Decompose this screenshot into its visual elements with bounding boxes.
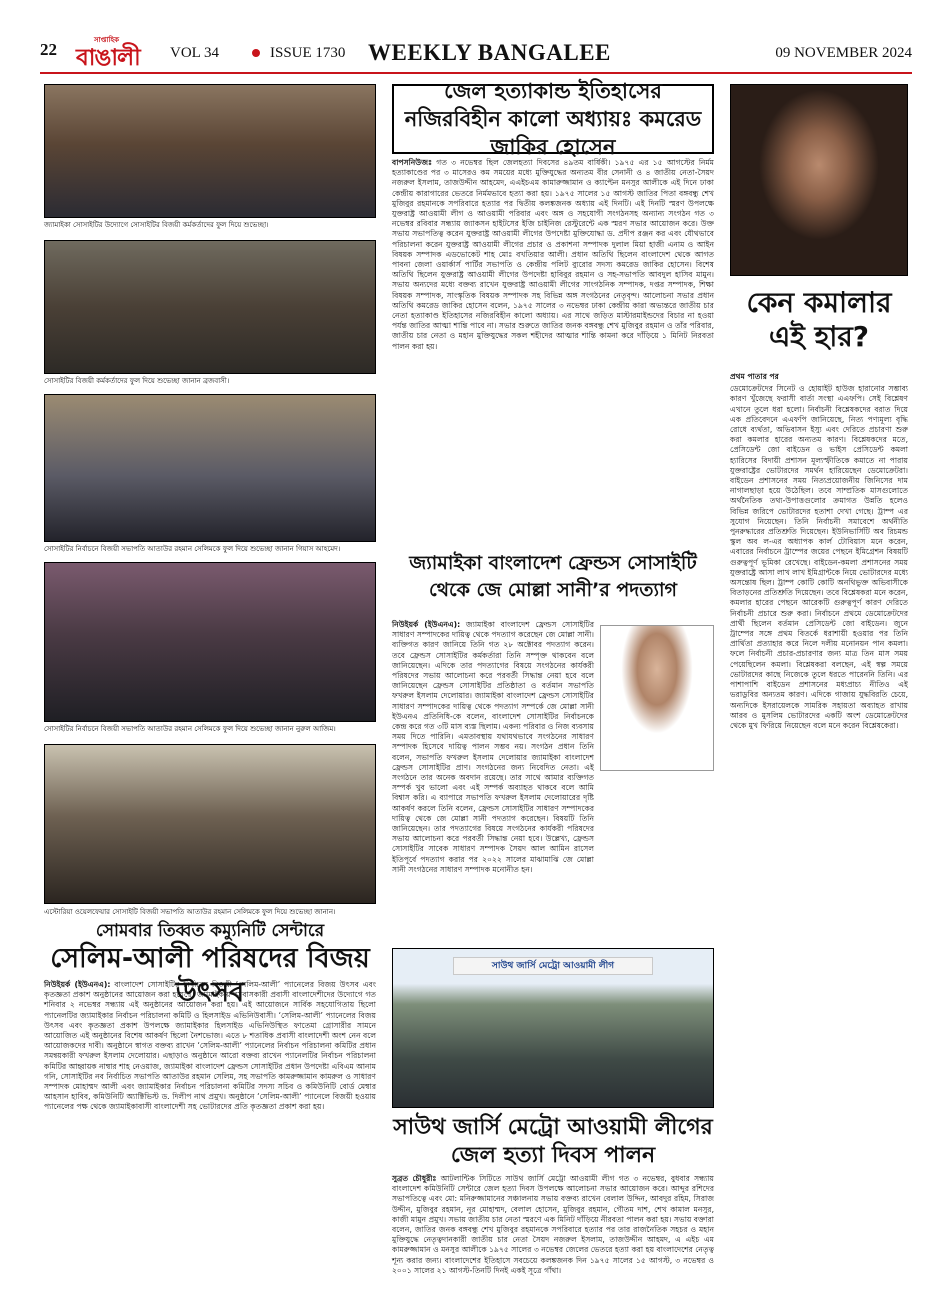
issue-date: 09 NOVEMBER 2024 [775,45,912,61]
logo-text: বাঙালী [76,45,140,71]
photo-group-3 [44,394,376,542]
story2-text: জ্যামাইকা বাংলাদেশ ফ্রেন্ডস সোসাইটির সাধারণ সম্পাদকের দায়িত্ব থেকে পদত্যাগ করেছেন জে মোল্লা সানী। ব্যক্তিগত কারণ জানিয়ে তিনি গত ২৮ অক্টোবর পদত্যাগ করেন। তবে ফ্রেন্ডস সোসাইটির কর্মকর্তারা তিনি সম্পৃক্ত থাকবেন বলে জানিয়েছেন। এদিকে তার পদত্যাগের বিষয়ে সংগঠনের কার্যকরী পরিষদের সভায় আলোচনা করে পরবর্তী সিদ্ধান্ত নেয়া হবে বলে জানিয়েছেন ফ্রেন্ডস সোসাইটির প্রতিষ্ঠাতা ও বর্তমান সভাপতি ফখরুল ইসলাম দেলোয়ার। জ্যামাইকা বাংলাদেশ ফ্রেন্ডস সোসাইটির সাধারণ সম্পাদকের দায়িত্ব থেকে পদত্যাগ সম্পর্কে জে মোল্লা সানী ইউএনএ প্রতিনিধি-কে বলেন, বাংলাদেশ সোসাইটির নির্বাচনকে কেন্দ্র করে গত ৩টি মাস ব্যস্ত ছিলাম। একন্য পরিবার ও নিজ ব্যবসায় সময় দিতে পারিনি। এমতাবস্থায় যথাযথভাবে সংগঠনের সাধারণ সম্পাদক হিসেবে দায়িত্ব পালন সম্ভব নয়। সংগঠন প্রধান তিনি বলেন, সভাপতি ফখরুল ইসলাম দেলোয়ার জ্যামাইকা বাংলাদেশ ফ্রেন্ডস সোসাইটির প্রাণ। সংগঠনের জন্য নিবেদিত নেতা। এই সংগঠনে তার অনেক অবদান রয়েছে। তার সাথে আমার ব্যক্তিগত সম্পর্ক খুব ভালো এবং এই সম্পর্ক অব্যাহত থাকবে বলে আমি বিশ্বাস করি। এ ব্যাপারে সভাপতি ফখরুল ইসলাম দেলোয়ারের দৃষ্টি আকর্ষণ করলে তিনি বলেন, ফ্রেন্ডস সোসাইটির সাধারণ সম্পাদকের দায়িত্ব থেকে জে মোল্লা সানী পদত্যাগ করেছেন। বিষয়টি তিনি জানিয়েছেন। তার পদত্যাগের বিষয়ে সংগঠনের কার্যকরী পরিষদের সভায় আলোচনা করে পরবর্তী সিদ্ধান্ত নেয়া হবে। উল্লেখ্য, ফ্রেন্ডস সোসাইটির সাবেক সাধারণ সম্পাদক সৈয়দ আল আমিন রাসেল ইতিপূর্বে পদত্যাগ করার পর ২০২২ সালের মাঝামাঝি জে মোল্লা সানী সংগঠনের সাধারণ সম্পাদক মনোনীত হন। [392,620,594,874]
right-headline: কেন কমালার এই হার? [746,286,892,353]
story3-body [392,1174,715,1275]
volume-label: VOL 34 [170,45,220,61]
story1-headline-box [392,79,714,159]
separator-dot [252,49,260,57]
photo-caption-1: জ্যামাইকা সোসাইটির উদ্যোগে সোসাইটির বিজয়ী কর্মকর্তাদের ফুল দিয়ে শুভেচ্ছা। [44,221,269,229]
photo-group-2 [44,240,376,374]
issue-label: ISSUE 1730 [270,45,346,61]
logo-tagline: সাপ্তাহিক [94,36,120,44]
photo-caption-4: সোসাইটির নির্বাচনে বিজয়ী সভাপতি আতাউর রহমান সেলিমকে ফুল দিয়ে শুভেচ্ছা জানান নুরুল আজিম। [44,725,336,733]
masthead-logo [76,34,176,71]
story2-body-cont [392,772,714,942]
story1-headline: জেল হত্যাকান্ড ইতিহাসের নজিরবিহীন কালো অধ্যায়ঃ কমরেড জাকির হোসেন [404,79,702,159]
photo-group-1 [44,84,376,218]
right-body [730,372,908,1212]
photo-caption-5: এস্টোরিয়া ওয়েলফেয়ার সোসাইটি বিজয়ী সভাপতি আতাউর রহমান সেলিমকে ফুল দিয়ে শুভেচ্ছা জানান। [44,908,336,916]
story1-text: গত ৩ নভেম্বর ছিল জেলহত্যা দিবসের ৪৯তম বার্ষিকী। ১৯৭৫ এর ১৫ আগস্টের নির্মম হত্যাকাণ্ডের পর ৩ মাসেরও কম সময়ের মধ্যে মুক্তিযুদ্ধের অন্যতম বীর সেনানী ও ৪ জাতীয় নেতা-সৈয়দ নজরুল ইসলাম, তাজউদ্দীন আহমেদ, এএইচএম কামারুজ্জামান ও ক্যাপ্টেন মনসুর আলীকে এই দিনে ঢাকা কেন্দ্রীয় কারাগারের ভেতরে নির্মমভাবে হত্যা করা হয়। ১৯৭৫ সালের ১৫ আগস্ট জাতির পিতা বঙ্গবন্ধু শেখ মুজিবুর রহমানকে সপরিবারে হত্যার পর দ্বিতীয় কলঙ্কজনক অধ্যায় এই দিনটি। এই দিনটি স্মরণ উপলক্ষে যুক্তরাষ্ট্র আওয়ামী লীগ ও আওয়ামী পরিবার এবং অঙ্গ ও সহযোগী সংগঠনসহ অন্যান্য সংগঠন গত ৩ নভেম্বর রবিবার সন্ধ্যায় জ্যাকসন হাইটসের ইজি চাইনিজ রেস্টুরেন্টে এক স্মরণ সভার আয়োজন করে। উক্ত সভায় সভাপতিত্ব করেন যুক্তরাষ্ট্র আওয়ামী লীগের উপদেষ্টা মুক্তিযোদ্ধা ড. প্রদীপ রঞ্জন কর এবং যৌথভাবে পরিচালনা করেন যুক্তরাষ্ট্র আওয়ামী লীগের প্রচার ও প্রকাশনা সম্পাদক দুলাল মিয়া হাজী এনাম ও আইন বিষয়ক সম্পাদক এডভোকেট শাহ মোঃ বখতিয়ার আলী। প্রধান অতিথি ছিলেন বাংলাদেশ থেকে আগত পাবনা জেলা ওয়ার্কার্স পার্টির সভাপতি ও কেন্দ্রীয় পলিট ব্যুরোর সদস্য কমরেড জাকির হোসেন। বিশেষ অতিথি ছিলেন যুক্তরাষ্ট্র আওয়ামী লীগের উপদেষ্টা হাবিবুর রহমান ও সহ-সভাপতি আবদুল হাসিব মামুন। সভায় অন্যদের মধ্যে বক্তব্য রাখেন যুক্তরাষ্ট্র আওয়ামী লীগের সাংগঠনিক সম্পাদক, দপ্তর সম্পাদক, শিক্ষা বিষয়ক সম্পাদক, সাংস্কৃতিক বিষয়ক সম্পাদক সহ বিভিন্ন অঙ্গ সংগঠনের নেতৃবৃন্দ। আলোচনা সভার প্রধান অতিথি কমরেড জাকির হোসেন বলেন, ১৯৭৫ সালের ৩ নভেম্বর ঢাকা কেন্দ্রীয় কারা অভ্যন্তরে জাতীয় চার নেতা হত্যাকাণ্ড ইতিহাসের নজিরবিহীন কালো অধ্যায়। এর সাথে জড়িত মাস্টারমাইন্ডদের বিচার না হওয়া পর্যন্ত জাতির আত্মা শান্তি পাবে না। সভার শুরুতে জাতির জনক বঙ্গবন্ধু শেখ মুজিবুর রহমান ও তাঁর পরিবার, জাতীয় চার নেতা ও মহান মুক্তিযুদ্ধের সকল শহীদের আত্মার শান্তি কামনা করে দাঁড়িয়ে ১ মিনিট নিরবতা পালন করা হয়। [392,158,714,351]
right-text: ডেমোক্রেটদের সিনেট ও হোয়াইট হাউজ হারানোর সম্ভাব্য কারণ খুঁজেছে ফরাসী বার্তা সংস্থা এএফপি। সেই বিশ্লেষণ এখানে তুলে ধরা হলো। নির্বাচনী বিশ্লেষকদের বরাত দিয়ে এক প্রতিবেদনে এএফপি জানিয়েছে, নিত্য পণ্যমূল্য বৃদ্ধি রোধে ব্যর্থতা, অভিবাসন ইস্যু এবং দেরিতে প্রচারণা শুরু করা কমলার হারের অন্যতম কারণ। বিশ্লেষকদের মতে, প্রেসিডেন্ট জো বাইডেন ও ভাইস প্রেসিডেন্ট কমলা হ্যারিসের বিদায়ী প্রশাসন মূল্যস্ফীতিকে কমাতে না পারায় যুক্তরাষ্ট্রের ভোটারদের সমর্থন হারিয়েছেন ডেমোক্রেটরা। বাইডেন প্রশাসনের সময় নিত্যপ্রয়োজনীয় জিনিসের দাম নাগালছাড়া হয়ে উঠেছিল। তবে সাম্প্রতিক মাসগুলোতে অর্থনৈতিক তথ্য-উপাত্তগুলোর ক্রমাগত উন্নতি হলেও বিভিন্ন জরিপে ভোটারদের হতাশা দেখা গেছে। ট্রাম্প এর সুযোগ নিয়েছেন। তিনি নির্বাচনী সমাবেশে অর্থনীতি পুনরুদ্ধারের প্রতিশ্রুতি দিয়েছেন। ইউনিভার্সিটি অব রিচমন্ড স্কুল অব ল-এর অধ্যাপক কার্ল টোবিয়াস মনে করেন, এবারের নির্বাচনে ট্রাম্পের জয়ের পেছনে ইমিগ্রেশন বিষয়টি গুরুত্বপূর্ণ ভূমিকা রেখেছে। বাইডেন-কমলা প্রশাসনের সময় যুক্তরাষ্ট্রে আসা লাখ লাখ ইমিগ্রান্টকে নিয়ে ভোটারদের মধ্যে অসন্তোষ ছিল। ট্রাম্প কোটি কোটি অনথিভুক্ত অভিবাসীকে বিতাড়নের প্রতিশ্রুতি দিয়েছেন। তবে বিশ্লেষকরা মনে করেন, কমলার হারের পেছনে আরেকটি গুরুত্বপূর্ণ কারণ দেরিতে নির্বাচনী প্রচারে শুরু করা। নির্বাচনে প্রথমে ডেমোক্রেটদের প্রার্থী ছিলেন বর্তমান প্রেসিডেন্ট জো বাইডেন। জুনে ট্রাম্পের সঙ্গে প্রথম বিতর্কে ধরাশায়ী হওয়ার পর তিনি প্রার্থিতা প্রত্যাহার করে নিলে দলীয় মনোনয়ন পান কমলা। ফলে নির্বাচনী প্রচার-প্রচারণার জন্য মাত্র তিন মাস সময় পেয়েছিলেন কমলা। বিশ্লেষকরা বলছেন, এই স্বল্প সময়ে ভোটারদের কাছে নিজেকে তুলে ধরতে পারেননি তিনি। এর পাশাপাশি বাইডেন প্রশাসনের মধ্যপ্রাচ্য নীতিও এই ভরাডুবির অন্যতম কারণ। এদিকে গাজায় যুদ্ধবিরতি চেয়ে, অন্যদিকে ইসরায়েলকে সামরিক সহায়তা অব্যাহত রাখায় আরব ও মুসলিম ভোটারদের একটি অংশ ডেমোক্রেটদের থেকে মুখ ফিরিয়ে নিয়েছেন বলে মনে করেন বিশ্লেষকেরা। [730,384,908,730]
story-body [44,980,376,1208]
photo-group-4 [44,562,376,722]
portrait-photo [600,625,714,771]
banner-photo [392,948,714,1108]
photo-group-5 [44,744,376,904]
photo-caption-3: সোসাইটির নির্বাচনে বিজয়ী সভাপতি আতাউর রহমান সেলিমকে ফুল দিয়ে শুভেচ্ছা জানান গিয়াস আহমেদ। [44,545,341,553]
banner-sign: সাউথ জার্সি মেট্রো আওয়ামী লীগ [453,957,653,975]
story-kicker: সোমবার তিব্বত কম্যুনিটি সেন্টারে [95,921,325,941]
story1-body [392,158,714,538]
story-text: বাংলাদেশ সোসাইটির নির্বাচনে বিজয়ী ‘সেলিম-আলী’ প্যানেলের বিজয় উৎসব এবং কৃতজ্ঞতা প্রকাশ অনুষ্ঠানের আয়োজন করা হয়েছে। জ্যামাইকায় বসবাসকারী প্রবাসী বাংলাদেশীদের উদ্যোগে গত শনিবার ২ নভেম্বর সন্ধ্যায় এই অনুষ্ঠানের আয়োজন করা হয়। এই আয়োজনে সার্বিক সহযোগিতায় ছিলো প্যানেলটির জ্যামাইকার নির্বাচন পরিচালনা কমিটি ও হিলসাইড এভিনিউবাসী। ‘সেলিম-আলী’ প্যানেলের বিজয় উৎসব এবং কৃতজ্ঞতা প্রকাশ উপলক্ষে জ্যামাইকার হিলসাইড এভিনিউস্থিত ফাতেমা গ্রোসারীর সামনে আয়োজিত এই অনুষ্ঠানের বিশেষ আকর্ষণ ছিলো নৈশভোজ। এতে ৮ শতাধিক প্রবাসী বাংলাদেশী অংশ নেন বলে আয়োজকদের দাবী। অনুষ্ঠানে স্বাগত বক্তব্য রাখেন ‘সেলিম-আলী’ প্যানেলের নির্বাচন পরিচালনা কমিটির প্রধান সমন্বয়কারী ফখরুল ইসলাম দেলোয়ার। এছাড়াও অনুষ্ঠানে আরো বক্তব্য রাখেন প্যানেলটির নির্বাচন পরিচালনা কমিটির আহ্বায়ক নাম্বার শাহ নেওয়াজ, জ্যামাইকা বাংলাদেশ ফ্রেন্ডস সোসাইটির প্রধান উপদেষ্টা এবিএম আনাম গনি, সোসাইটির নব নির্বাচিত সভাপতি আতাউর রহমান সেলিম, সহ সভাপতি কামরুজ্জামান কামরুল ও সাধারণ সম্পাদক মোহাম্মদ আলী এবং জ্যামাইকার নির্বাচন পরিচালনা কমিটির সদস্য সচিব ও কমিউনিটি বোর্ড মেম্বার আহসান হাবিব, কমিউনিটি অ্যাক্টিভিস্ট ড. দিলীপ নাথ প্রমুখ। অনুষ্ঠানে ‘সেলিম-আলী’ প্যানেলে বিজয়ী হওয়ায় প্যানেলের পক্ষ থেকে জ্যামাইকাবাসী বাংলাদেশী সহ ভোটারদের প্রতি কৃতজ্ঞতা প্রকাশ করা হয়। [44,980,376,1112]
story2-byline: নিউইয়র্ক (ইউএনএ): [392,620,461,629]
story2-headline: জ্যামাইকা বাংলাদেশ ফ্রেন্ডস সোসাইটি থেকে জে মোল্লা সানী’র পদত্যাগ [409,552,697,601]
masthead-title: WEEKLY BANGALEE [368,40,611,65]
page-number: 22 [40,40,57,59]
kamala-photo [730,84,908,276]
story2-body-wrap [392,620,594,874]
photo-caption-2: সোসাইটির বিজয়ী কর্মকর্তাদের ফুল দিয়ে শুভেচ্ছা জানান ব্রজবাসী। [44,377,230,385]
right-byline: প্রথম পাতার পর [730,372,779,381]
story-headline: সেলিম-আলী পরিষদের বিজয় উৎসব [50,943,370,1008]
story-byline: নিউইয়র্ক (ইউএনএ): [44,980,111,989]
header-rule [40,72,912,74]
story1-byline: বাপসনিউজঃ [392,158,433,167]
story3-text: আটলান্টিক সিটিতে সাউথ জার্সি মেট্রো আওয়ামী লীগ গত ৩ নভেম্বর, বুধবার সন্ধ্যায় বাংলাদেশ কমিউনিটি সেন্টারে জেল হত্যা দিবস উপলক্ষে আলোচনা সভার আয়োজন করে। আব্দুর রশিদের সভাপতিত্বে এবং মো: মনিরুজ্জামানের সঞ্চালনায় সভায় বক্তব্য রাখেন বেলাল উদ্দিন, আবদুর রহিম, সিরাজ উদ্দীন, মুজিবুর রহমান, নূর মোহাম্মদ, বেলাল হোসেন, মুজিবুর রহমান, গৌতম দাশ, শেখ কামাল মনসুর, কাজী মামুন প্রমুখ। সভায় জাতীয় চার নেতা স্মরণে এক মিনিট দাঁড়িয়ে নীরবতা পালন করা হয়। সভায় বক্তারা বলেন, জাতির জনক বঙ্গবন্ধু শেখ মুজিবুর রহমানকে সপরিবারে হত্যার পর তার রাজনৈতিক সহচর ও মহান মুক্তিযুদ্ধে নেতৃত্বদানকারী জাতীয় চার নেতা সৈয়দ নজরুল ইসলাম, তাজউদ্দীন আহমদ, এ এইচ এম কামরুজ্জামান ও মনসুর আলীকে ১৯৭৫ সালের ৩ নভেম্বর জেলের ভেতরে হত্যা করা হয় বাংলাদেশের নেতৃত্ব শূন্য করার জন্য। বাংলাদেশের ইতিহাসে সবচেয়ে কলঙ্কজনক দিন ১৯৭৫ সালের ১৫ আগস্ট, ৩ নভেম্বর ও ২০০১ সালের ২১ আগস্ট-তিনটি দিনই একই সূত্রে গাঁথা। [392,1174,715,1275]
story3-byline: সুব্রত চৌধুরীঃ [392,1174,437,1183]
page-header [40,38,912,72]
story3-headline: সাউথ জার্সি মেট্রো আওয়ামী লীগের জেল হত্যা দিবস পালন [393,1115,713,1168]
